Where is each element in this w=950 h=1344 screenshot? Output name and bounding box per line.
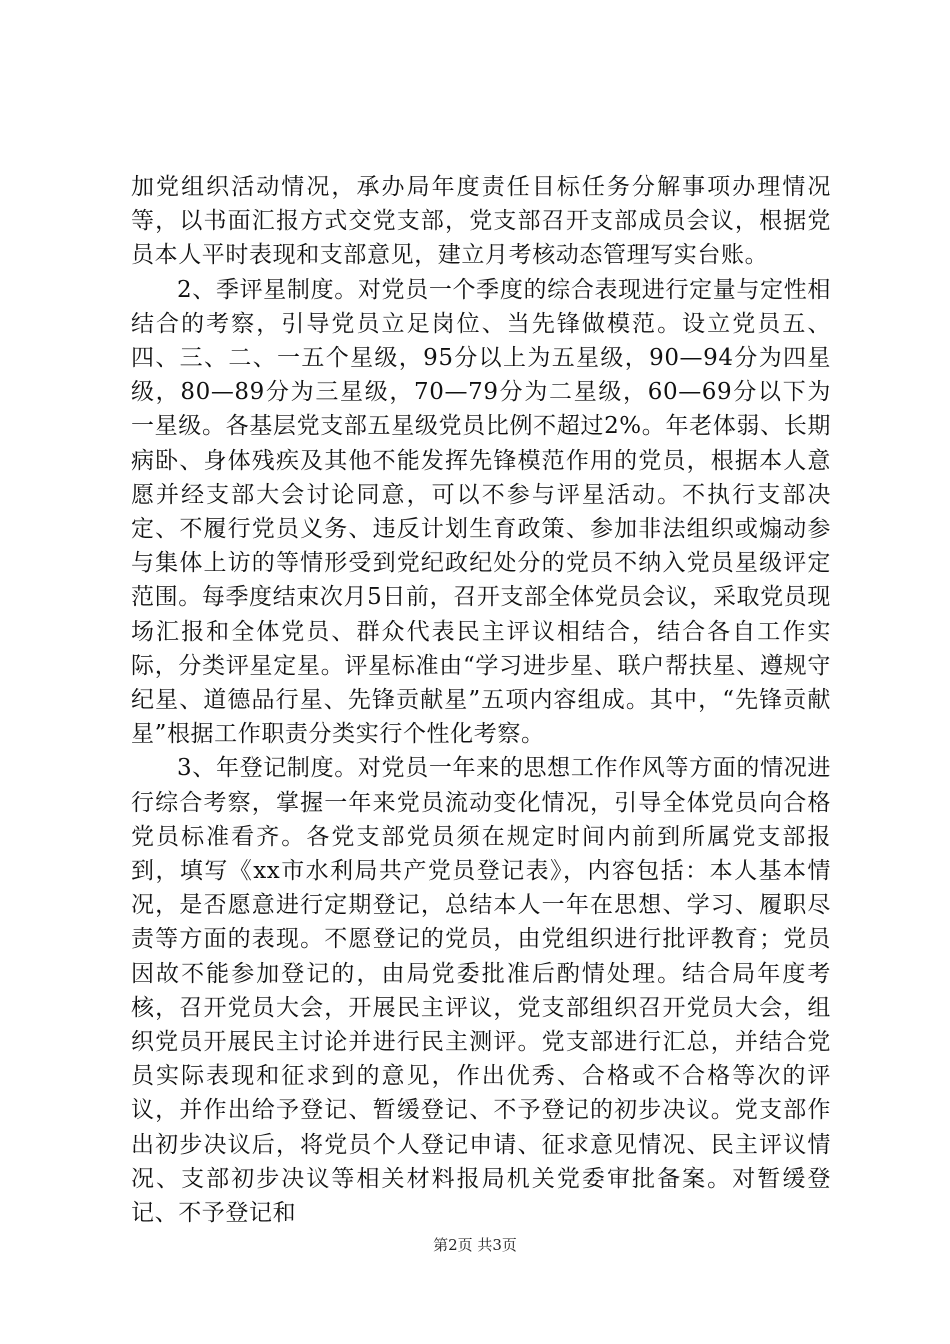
document-body <box>131 170 831 1230</box>
paragraph-annual-registration: 3、年登记制度。对党员一年来的思想工作作风等方面的情况进行综合考察，掌握一年来党员流动变化情况，引导全体党员向合格党员标准看齐。各党支部党员须在规定时间内前到所属党支部报到，填写《xx市水利局共产党员登记表》，内容包括：本人基本情况，是否愿意进行定期登记，总结本人一年在思想、学习、履职尽责等方面的表现。不愿登记的党员，由党组织进行批评教育；党员因故不能参加登记的，由局党委批准后酌情处理。结合局年度考核，召开党员大会，开展民主评议，党支部组织召开党员大会，组织党员开展民主讨论并进行民主测评。党支部进行汇总，并结合党员实际表现和征求到的意见，作出优秀、合格或不合格等次的评议，并作出给予登记、暂缓登记、不予登记的初步决议。党支部作出初步决议后，将党员个人登记申请、征求意见情况、民主评议情况、支部初步决议等相关材料报局机关党委审批备案。对暂缓登记、不予登记和 <box>131 755 831 1227</box>
paragraph-continuation: 加党组织活动情况，承办局年度责任目标任务分解事项办理情况等，以书面汇报方式交党支部，党支部召开支部成员会议，根据党员本人平时表现和支部意见，建立月考核动态管理写实台账。 <box>131 174 831 269</box>
page-number-footer: 第2页 共3页 <box>433 1236 517 1254</box>
paragraph-quarterly-star-rating: 2、季评星制度。对党员一个季度的综合表现进行定量与定性相结合的考察，引导党员立足岗位、当先锋做模范。设立党员五、四、三、二、一五个星级，95分以上为五星级，90—94分为四星级，80—89分为三星级，70—79分为二星级，60—69分以下为一星级。各基层党支部五星级党员比例不超过2%。年老体弱、长期病卧、身体残疾及其他不能发挥先锋模范作用的党员，根据本人意愿并经支部大会讨论同意，可以不参与评星活动。不执行支部决定、不履行党员义务、违反计划生育政策、参加非法组织或煽动参与集体上访的等情形受到党纪政纪处分的党员不纳入党员星级评定范围。每季度结束次月5日前，召开支部全体党员会议，采取党员现场汇报和全体党员、群众代表民主评议相结合，结合各自工作实际，分类评星定星。评星标准由“学习进步星、联户帮扶星、遵规守纪星、道德品行星、先锋贡献星”五项内容组成。其中，“先锋贡献星”根据工作职责分类实行个性化考察。 <box>131 276 831 748</box>
